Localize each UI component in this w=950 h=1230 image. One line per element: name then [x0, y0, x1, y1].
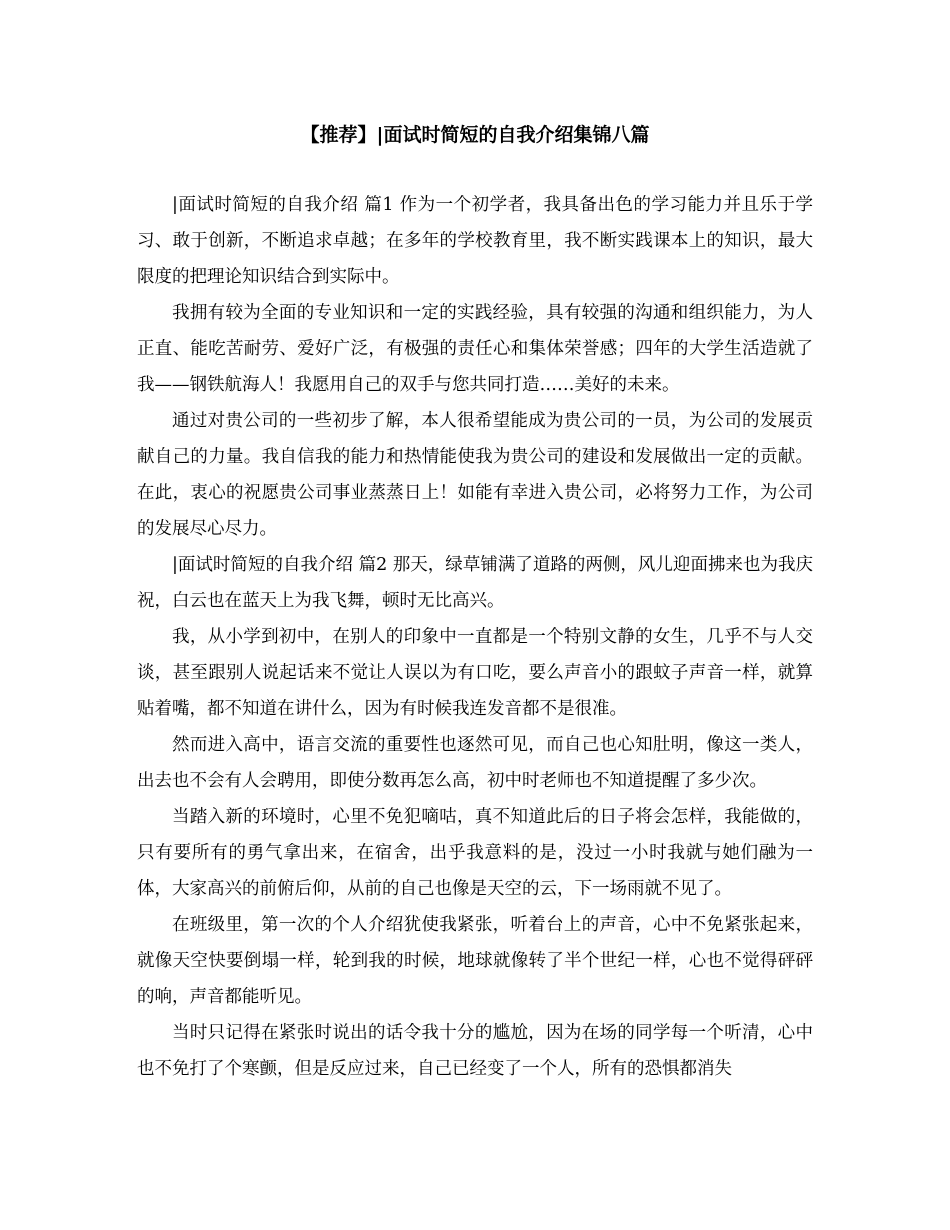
paragraph-5: 我，从小学到初中，在别人的印象中一直都是一个特别文静的女生，几乎不与人交谈，甚至跟别人说起话来不觉让人误以为有口吃，要么声音小的跟蚊子声音一样，就算贴着嘴，都不知道在讲什么，因为有时候我连发音都不是很准。 [137, 627, 813, 719]
paragraph-3: 通过对贵公司的一些初步了解，本人很希望能成为贵公司的一员，为公司的发展贡献自己的力量。我自信我的能力和热情能使我为贵公司的建设和发展做出一定的贡献。在此，衷心的祝愿贵公司事业蒸蒸日上！如能有幸进入贵公司，必将努力工作，为公司的发展尽心尽力。 [137, 411, 813, 539]
paragraph-4: |面试时简短的自我介绍 篇2 那天，绿草铺满了道路的两侧，风儿迎面拂来也为我庆祝，白云也在蓝天上为我飞舞，顿时无比高兴。 [137, 555, 813, 611]
document-body [137, 187, 813, 1087]
document-title: 【推荐】|面试时简短的自我介绍集锦八篇 [300, 124, 650, 146]
paragraph-9: 当时只记得在紧张时说出的话令我十分的尴尬，因为在场的同学每一个听清，心中也不免打了个寒颤，但是反应过来，自己已经变了一个人，所有的恐惧都消失 [137, 1023, 813, 1079]
paragraph-2: 我拥有较为全面的专业知识和一定的实践经验，具有较强的沟通和组织能力，为人正直、能吃苦耐劳、爱好广泛，有极强的责任心和集体荣誉感；四年的大学生活造就了我——钢铁航海人！我愿用自己的双手与您共同打造……美好的未来。 [137, 303, 813, 395]
paragraph-6: 然而进入高中，语言交流的重要性也逐然可见，而自己也心知肚明，像这一类人，出去也不会有人会聘用，即使分数再怎么高，初中时老师也不知道提醒了多少次。 [137, 735, 813, 791]
paragraph-1: |面试时简短的自我介绍 篇1 作为一个初学者，我具备出色的学习能力并且乐于学习、敢于创新，不断追求卓越；在多年的学校教育里，我不断实践课本上的知识，最大限度的把理论知识结合到实际中。 [137, 195, 813, 287]
paragraph-7: 当踏入新的环境时，心里不免犯嘀咕，真不知道此后的日子将会怎样，我能做的，只有要所有的勇气拿出来，在宿舍，出乎我意料的是，没过一小时我就与她们融为一体，大家高兴的前俯后仰，从前的自己也像是天空的云，下一场雨就不见了。 [137, 807, 813, 899]
paragraph-8: 在班级里，第一次的个人介绍犹使我紧张，听着台上的声音，心中不免紧张起来，就像天空快要倒塌一样，轮到我的时候，地球就像转了半个世纪一样，心也不觉得砰砰的响，声音都能听见。 [137, 915, 813, 1007]
